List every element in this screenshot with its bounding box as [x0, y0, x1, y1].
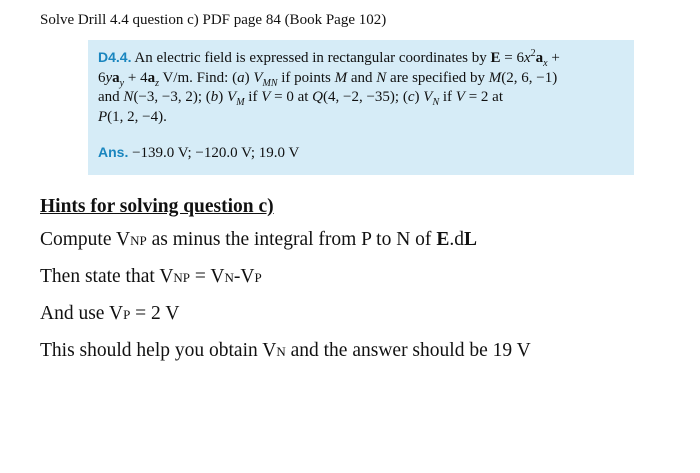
drill-problem-box — [88, 40, 634, 175]
answer-row — [98, 143, 624, 164]
hints-section — [40, 196, 531, 376]
hint-line-2: Then state that VNP = VN-VP — [40, 266, 262, 287]
answer-label: Ans. — [98, 144, 129, 160]
drill-label: D4.4. — [98, 49, 132, 65]
drill-statement: D4.4. An electric field is expressed in rectangular coordinates by $E = 6x^2a_x$ + $6ya_y + 4a_z$ V/m. Find: (a) $V_{MN}$ if points M and N are specified by M(2, 6, −1) and N(−3, −3, 2); (b) $V_M$ if V = 0 at Q(4, −2, −35); (c) $V_N$ if V = 2 at P(1, 2, −4). — [98, 48, 560, 125]
hints-title: Hints for solving question c) — [40, 196, 274, 217]
page-header: Solve Drill 4.4 question c) PDF page 84 (Book Page 102) — [40, 12, 387, 28]
hint-line-3: And use VP = 2 V — [40, 303, 180, 324]
hint-line-1: Compute VNP as minus the integral from P to N of E.dL — [40, 229, 477, 250]
hint-line-4: This should help you obtain VN and the answer should be 19 V — [40, 340, 531, 361]
answer-values: −139.0 V; −120.0 V; 19.0 V — [132, 145, 300, 161]
